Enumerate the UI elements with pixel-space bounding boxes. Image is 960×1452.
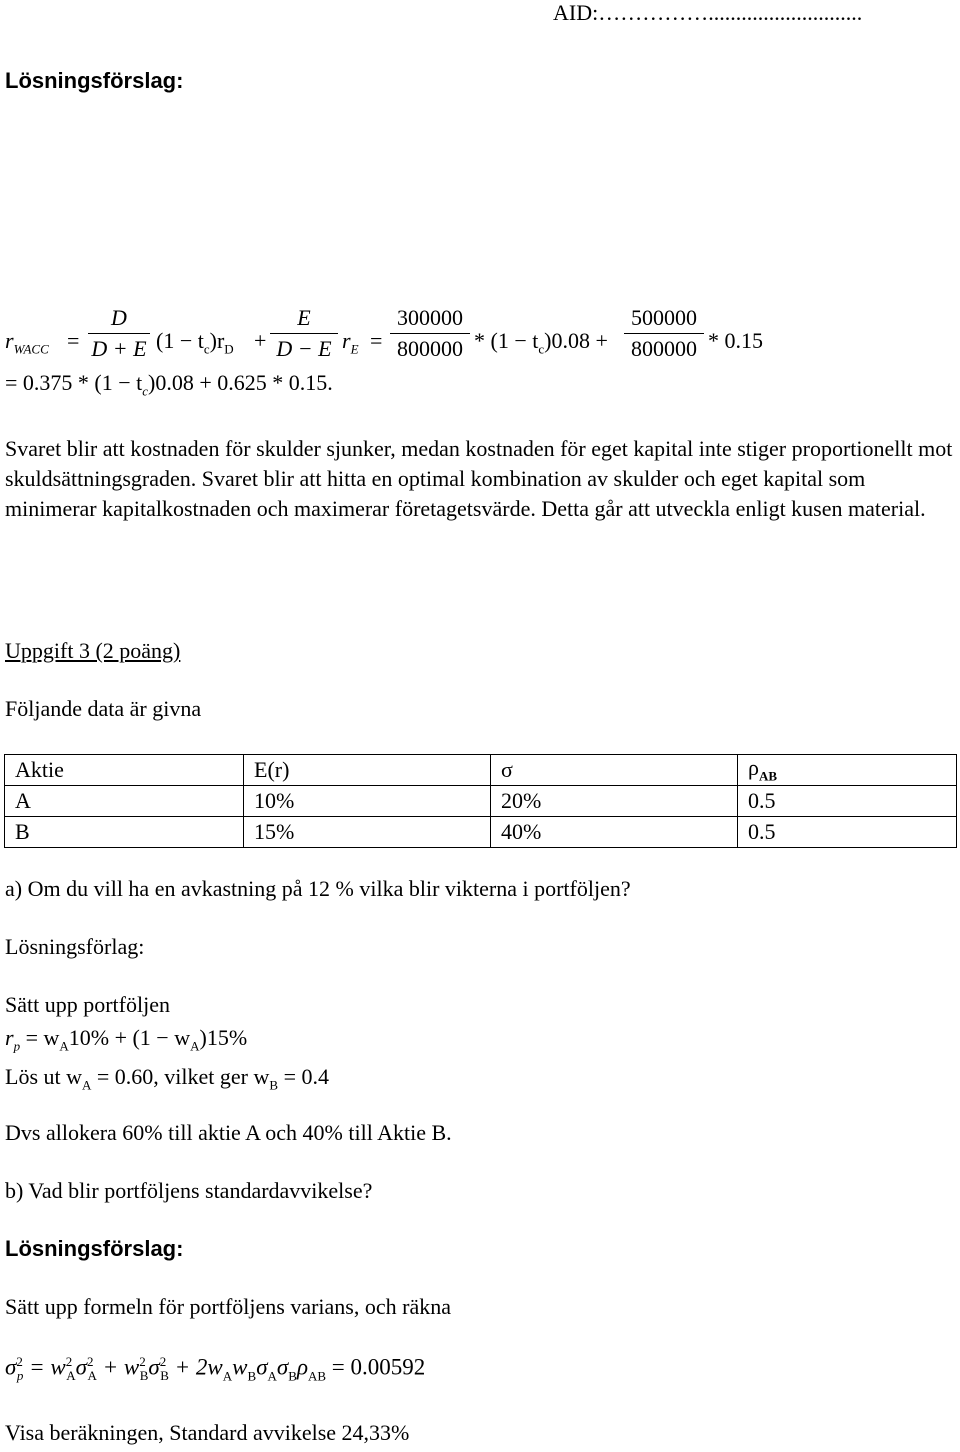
allocation-text: Dvs allokera 60% till aktie A och 40% till Aktie B.	[5, 1120, 452, 1145]
eq-term4: * 0.15	[708, 328, 763, 353]
eq-equals: =	[67, 328, 80, 353]
header-er: E(r)	[244, 755, 491, 786]
task-intro: Följande data är givna	[5, 696, 202, 721]
table-cell: 15%	[244, 817, 491, 848]
table-cell: 10%	[244, 786, 491, 817]
fraction-equity: 500000 800000	[624, 305, 704, 362]
eq-term1: $(1 - t_c)r_D$	[156, 328, 234, 357]
table-cell: 0.5	[738, 817, 957, 848]
formula-label: Sätt upp formeln för portföljens varians, och räkna	[5, 1294, 451, 1319]
solve-weights: Lös ut $w_A = 0.60$, vilket ger $w_B = 0.4$	[5, 1064, 329, 1093]
variance-equation: $\sigma^2_p = w^2_A\sigma^2_A + w^2_B\sigma^2_B + 2w_Aw_B\sigma_A\sigma_B\rho_{AB} = 0.00592$	[5, 1354, 426, 1384]
eq-term2: $r_E$	[342, 328, 359, 357]
setup-label: Sätt upp portföljen	[5, 992, 170, 1017]
table-row	[5, 786, 957, 817]
table-cell: 40%	[491, 817, 738, 848]
table-row	[5, 817, 957, 848]
wacc-equation-2: = $0.375 * (1 - t_c)0.08 + 0.625 * 0.15$.	[5, 370, 333, 399]
header-sigma: σ	[491, 755, 738, 786]
eq-plus: +	[254, 328, 267, 353]
data-table	[4, 754, 957, 848]
explanation-paragraph: Svaret blir att kostnaden för skulder sjunker, medan kostnaden för eget kapital inte stiger proportionellt mot skuldsättningsgraden. Svaret blir att hitta en optimal kombination av skulder och eget kapital som minimerar kapitalkostnaden och maximerar företagetsvärde. Detta går att utveckla enligt kusen material.	[5, 436, 953, 521]
solution-heading: Lösningsförslag:	[5, 68, 184, 93]
fraction-debt: 300000 800000	[390, 305, 470, 362]
eq-term3: * $(1 - t_c)0.08$ +	[474, 328, 608, 357]
header-aktie: Aktie	[5, 755, 244, 786]
fraction-e: E D − E	[270, 305, 338, 362]
table-cell: A	[5, 786, 244, 817]
solution-a-label: Lösningsförlag:	[5, 934, 145, 959]
eq-lhs: $r_{WACC}$	[5, 328, 49, 357]
question-b: b) Vad blir portföljens standardavvikelse?	[5, 1178, 373, 1203]
final-answer: Visa beräkningen, Standard avvikelse 24,33%	[5, 1420, 410, 1445]
table-cell: 20%	[491, 786, 738, 817]
eq-equals-2: =	[370, 328, 383, 353]
solution-b-label: Lösningsförslag:	[5, 1236, 184, 1261]
question-a: a) Om du vill ha en avkastning på 12 % vilka blir vikterna i portföljen?	[5, 876, 631, 901]
return-equation: $r_p = w_A10\% + (1 - w_A)15\%$	[5, 1025, 248, 1054]
table-header-row	[5, 755, 957, 786]
fraction-d: D D + E	[88, 305, 150, 362]
table-cell: B	[5, 817, 244, 848]
header-rho: $\rho_{AB}$	[738, 755, 957, 786]
table-cell: 0.5	[738, 786, 957, 817]
task-title: Uppgift 3 (2 poäng)	[5, 638, 181, 663]
aid-label: AID:……………............................	[553, 0, 863, 25]
